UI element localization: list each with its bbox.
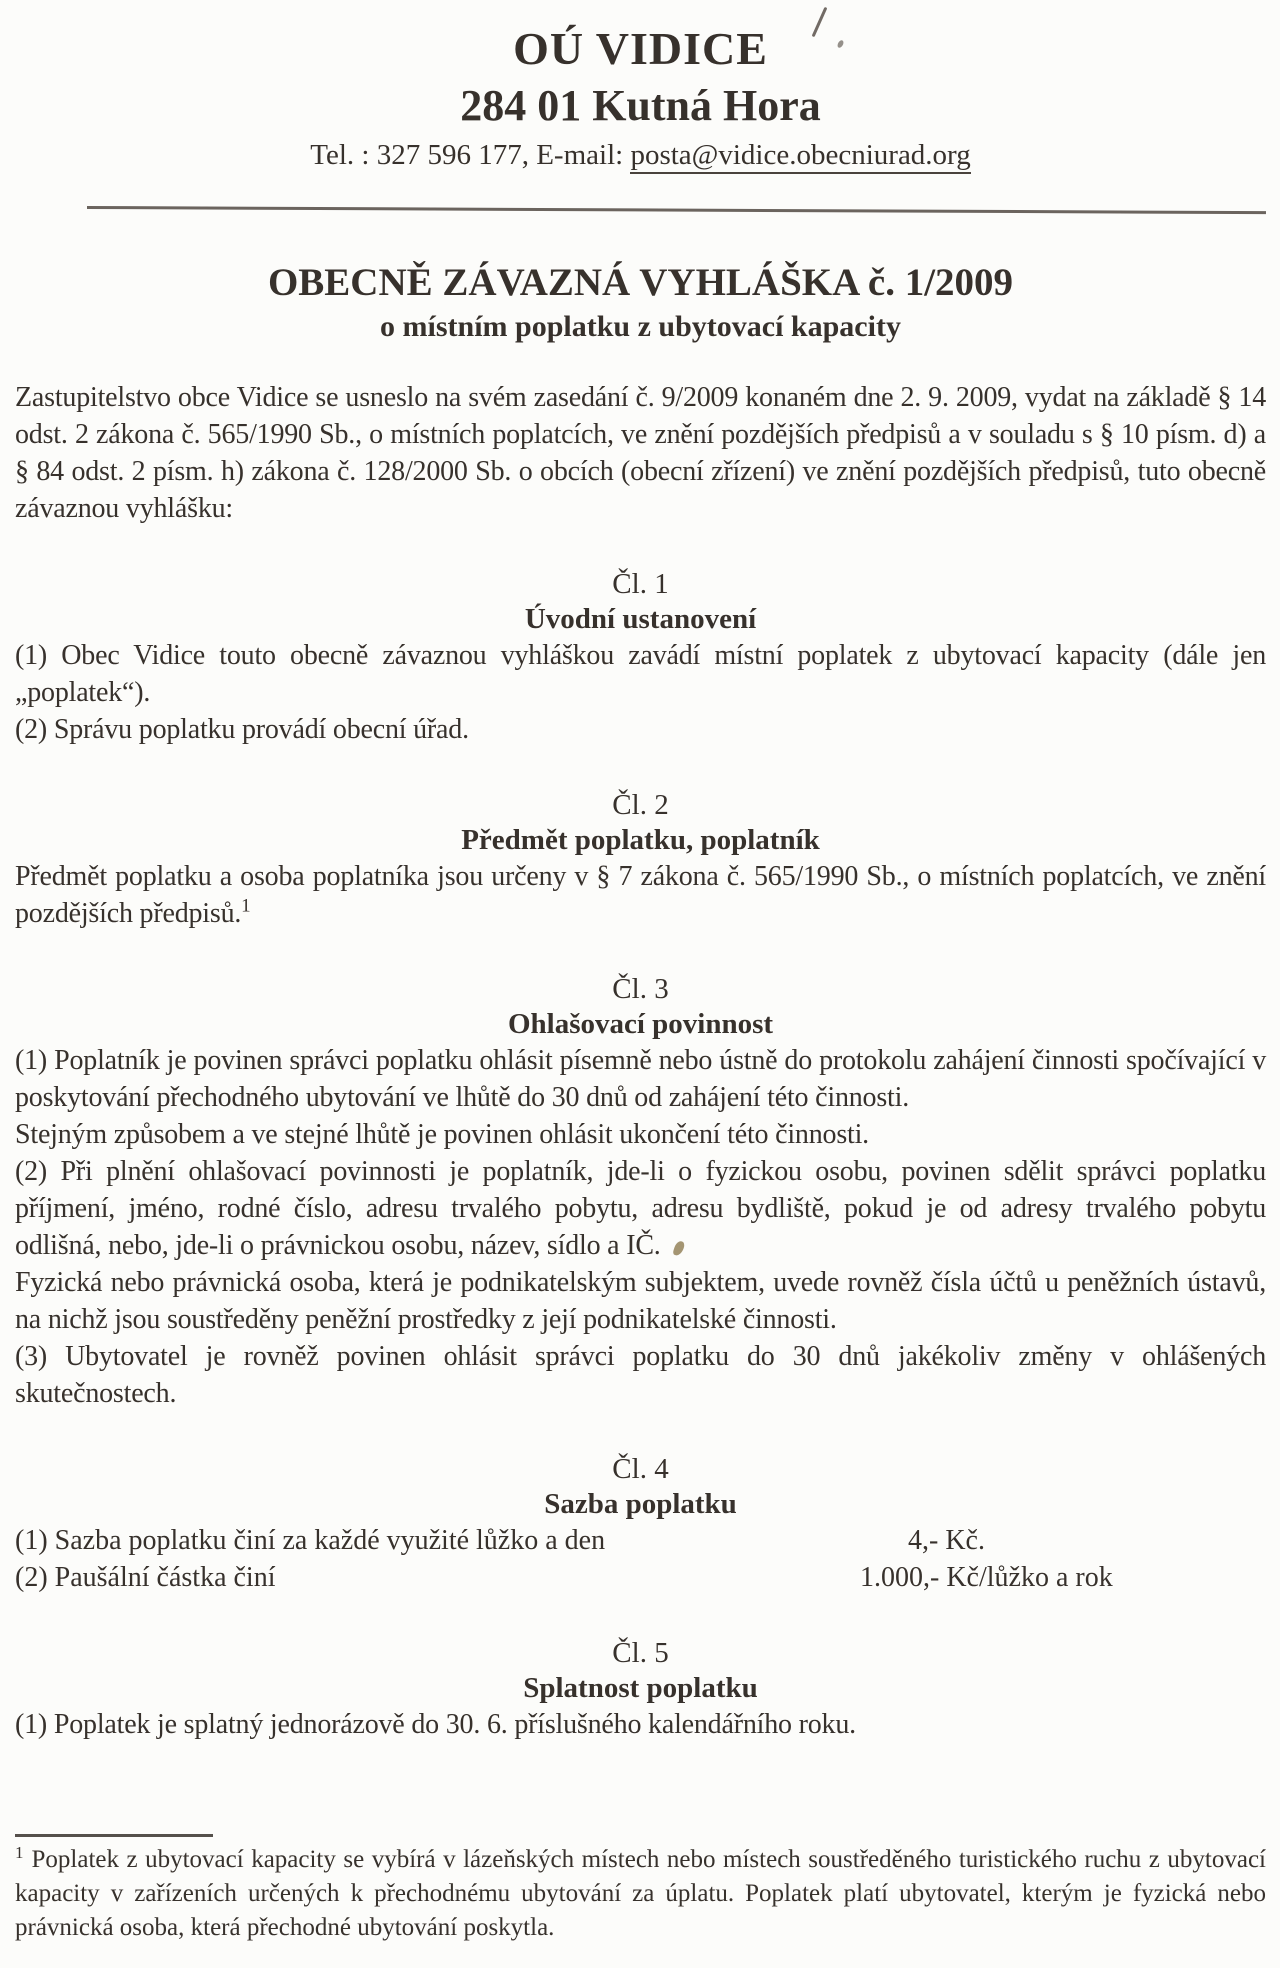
footnote-marker: 1 <box>15 1842 24 1862</box>
decree-title: OBECNĚ ZÁVAZNÁ VYHLÁŠKA č. 1/2009 <box>267 261 1014 304</box>
header-divider <box>87 206 1266 214</box>
rate-row-1 <box>15 1522 1266 1559</box>
footnote-text: Poplatek z ubytovací kapacity se vybírá v lázeňských místech nebo místech soustředěného turistického ruchu z ubytovací kapacity v zařízeních určených k přechodnému ubytování za úplatu. Poplatek platí ubytovatel, kterým je fyzická nebo právnická osoba, která přechodné ubytování poskytla. <box>15 1846 1266 1941</box>
article-1-paragraph-1: (1) Obec Vidice touto obecně závaznou vyhláškou zavádí místní poplatek z ubytovací kapacity (dále jen „poplatek“). <box>15 640 1266 708</box>
footnote-area <box>15 1834 1266 1945</box>
article-3-paragraph-3 <box>15 1153 1266 1264</box>
article-3 <box>15 972 1266 1412</box>
rate-2-value: 1.000,- Kč/lůžko a rok <box>860 1562 1113 1593</box>
article-2-heading: Předmět poplatku, poplatník <box>461 824 820 856</box>
article-1-number: Čl. 1 <box>612 568 669 600</box>
email-text: posta@vidice.obecniurad.org <box>630 139 970 174</box>
decree-subtitle: o místním poplatku z ubytovací kapacity <box>380 310 901 343</box>
ink-speck <box>672 1240 685 1257</box>
org-address: 284 01 Kutná Hora <box>460 81 821 130</box>
article-1-paragraph-2: (2) Správu poplatku provádí obecní úřad. <box>15 714 469 745</box>
article-3-paragraph-1: (1) Poplatník je povinen správci poplatku ohlásit písemně nebo ústně do protokolu zahájení činnosti spočívající v poskytování přechodného ubytování ve lhůtě do 30 dnů od zahájení této činnosti. <box>15 1045 1266 1113</box>
article-5 <box>15 1636 1266 1743</box>
article-3-heading: Ohlašovací povinnost <box>507 1008 774 1040</box>
contact-prefix: Tel. : 327 596 177, E-mail: <box>310 139 631 171</box>
article-5-heading: Splatnost poplatku <box>523 1672 758 1704</box>
article-4-heading: Sazba poplatku <box>544 1488 737 1520</box>
footnote-reference: 1 <box>241 895 251 917</box>
article-2-paragraph-1 <box>15 858 1266 932</box>
article-3-paragraph-5: (3) Ubytovatel je rovněž povinen ohlásit správci poplatku do 30 dnů jakékoliv změny v ohlášených skutečnostech. <box>15 1341 1266 1409</box>
article-2-number: Čl. 2 <box>612 789 669 821</box>
letterhead <box>15 24 1266 172</box>
article-1-heading: Úvodní ustanovení <box>524 603 757 635</box>
contact-line <box>15 138 1266 172</box>
article-5-number: Čl. 5 <box>612 1637 669 1669</box>
footnote-separator <box>15 1834 213 1837</box>
preamble: Zastupitelstvo obce Vidice se usneslo na svém zasedání č. 9/2009 konaném dne 2. 9. 2009, vydat na základě § 14 odst. 2 zákona č. 565/1990 Sb., o místních poplatcích, ve znění pozdějších předpisů a v souladu s § 10 písm. d) a § 84 odst. 2 písm. h) zákona č. 128/2000 Sb. o obcích (obecní zřízení) ve znění pozdějších předpisů, tuto obecně závaznou vyhlášku: <box>15 382 1266 524</box>
rate-2-label: (2) Paušální částka činí <box>15 1562 276 1593</box>
rate-1-label: (1) Sazba poplatku činí za každé využité lůžko a den <box>15 1525 606 1556</box>
article-2 <box>15 788 1266 932</box>
article-3-number: Čl. 3 <box>612 973 669 1005</box>
org-name: OÚ VIDICE <box>513 23 768 74</box>
rate-row-2 <box>15 1559 1266 1596</box>
article-3-paragraph-4: Fyzická nebo právnická osoba, která je podnikatelským subjektem, uvede rovněž čísla účtů u peněžních ústavů, na nichž jsou soustředěny peněžní prostředky z její podnikatelské činnosti. <box>15 1267 1266 1335</box>
article-3-paragraph-2: Stejným způsobem a ve stejné lhůtě je povinen ohlásit ukončení této činnosti. <box>15 1119 869 1150</box>
article-2-paragraph-text: Předmět poplatku a osoba poplatníka jsou určeny v § 7 zákona č. 565/1990 Sb., o místních poplatcích, ve znění pozdějších předpisů. <box>15 861 1266 929</box>
footnote <box>15 1843 1266 1945</box>
rate-1-value: 4,- Kč. <box>908 1525 985 1556</box>
article-5-paragraph-1: (1) Poplatek je splatný jednorázově do 30. 6. příslušného kalendářního roku. <box>15 1709 856 1740</box>
article-4 <box>15 1452 1266 1596</box>
article-1 <box>15 567 1266 748</box>
article-3-paragraph-3-text: (2) Při plnění ohlašovací povinnosti je poplatník, jde-li o fyzickou osobu, povinen sdělit správci poplatku příjmení, jméno, rodné číslo, adresu trvalého pobytu, adresu bydliště, pokud je od adresy trvalého pobytu odlišná, nebo, jde-li o právnickou osobu, název, sídlo a IČ. <box>15 1156 1266 1261</box>
article-4-number: Čl. 4 <box>612 1453 669 1485</box>
